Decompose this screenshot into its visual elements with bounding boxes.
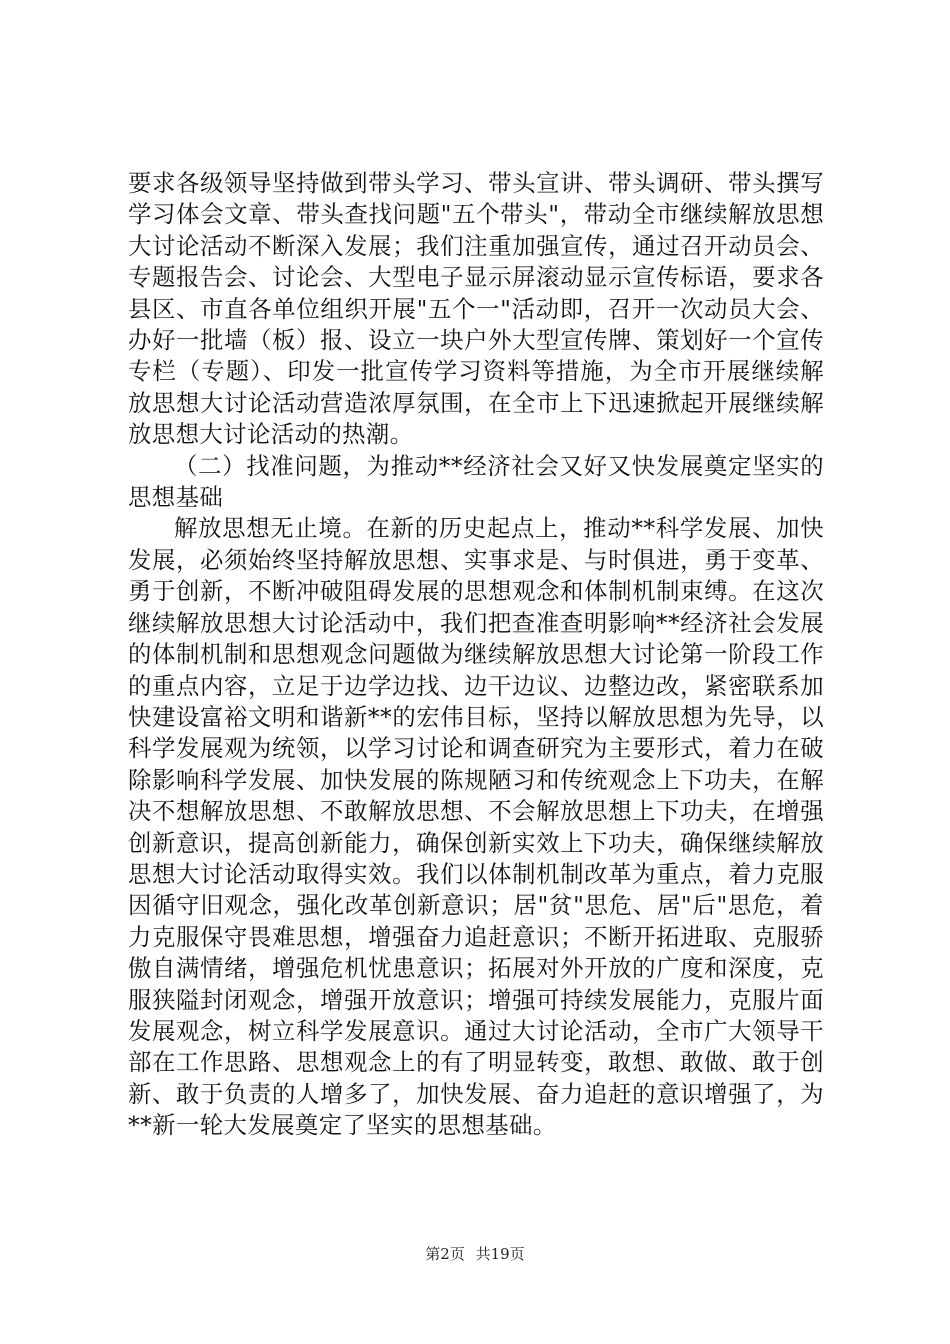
section-heading-2: （二）找准问题，为推动**经济社会又好又快发展奠定坚实的思想基础 — [128, 451, 824, 512]
paragraph-find-problems: 解放思想无止境。在新的历史起点上，推动**科学发展、加快发展，必须始终坚持解放思想、实事求是、与时俱进，勇于变革、勇于创新，不断冲破阻碍发展的思想观念和体制机制束缚。在这次继续解放思想大讨论活动中，我们把查准查明影响**经济社会发展的体制机制和思想观念问题做为继续解放思想大讨论第一阶段工作的重点内容，立足于边学边找、边干边议、边整边改，紧密联系加快建设富裕文明和谐新**的宏伟目标，坚持以解放思想为先导，以科学发展观为统领，以学习讨论和调查研究为主要形式，着力在破除影响科学发展、加快发展的陈规陋习和传统观念上下功夫，在解决不想解放思想、不敢解放思想、不会解放思想上下功夫，在增强创新意识，提高创新能力，确保创新实效上下功夫，确保继续解放思想大讨论活动取得实效。我们以体制机制改革为重点，着力克服因循守旧观念，强化改革创新意识；居"贫"思危、居"后"思危，着力克服保守畏难思想，增强奋力追赶意识；不断开拓进取、克服骄傲自满情绪，增强危机忧患意识；拓展对外开放的广度和深度，克服狭隘封闭观念，增强开放意识；增强可持续发展能力，克服片面发展观念，树立科学发展意识。通过大讨论活动，全市广大领导干部在工作思路、思想观念上的有了明显转变，敢想、敢做、敢于创新、敢于负责的人增多了，加快发展、奋力追赶的意识增强了，为**新一轮大发展奠定了坚实的思想基础。 — [128, 514, 824, 1140]
page-total: 共19页 — [475, 1245, 525, 1263]
document-body — [128, 168, 824, 1142]
paragraph-publicity: 要求各级领导坚持做到带头学习、带头宣讲、带头调研、带头撰写学习体会文章、带头查找问题"五个带头"，带动全市继续解放思想大讨论活动不断深入发展；我们注重加强宣传，通过召开动员会、专题报告会、讨论会、大型电子显示屏滚动显示宣传标语，要求各县区、市直各单位组织开展"五个一"活动即，召开一次动员大会、办好一批墙（板）报、设立一块户外大型宣传牌、策划好一个宣传专栏（专题）、印发一批宣传学习资料等措施，为全市开展继续解放思想大讨论活动营造浓厚氛围，在全市上下迅速掀起开展继续解放思想大讨论活动的热潮。 — [128, 169, 824, 449]
page-footer — [0, 1244, 950, 1264]
page-number: 第2页 — [425, 1245, 465, 1263]
